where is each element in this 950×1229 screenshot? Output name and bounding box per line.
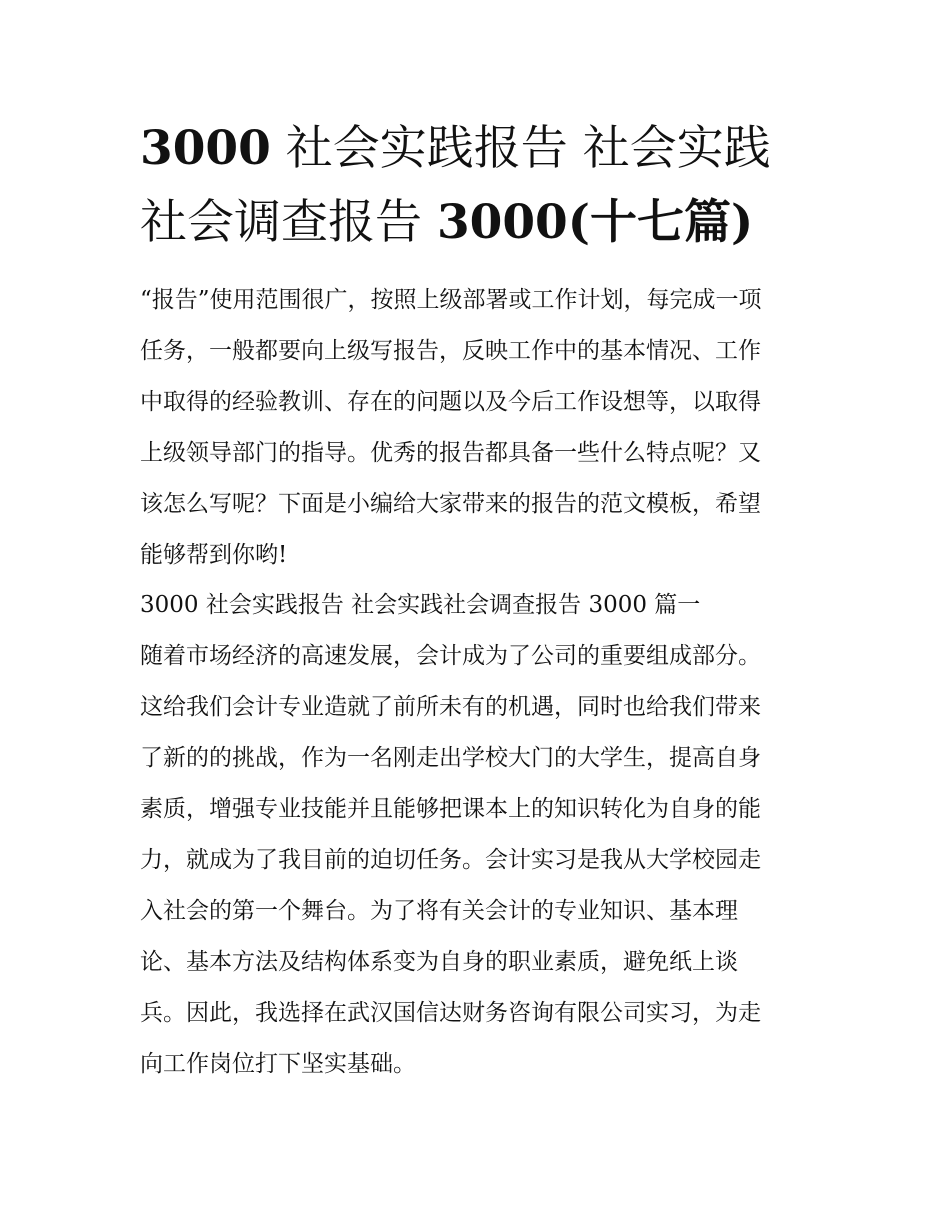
section-line: 向工作岗位打下坚实基础。 — [140, 1051, 416, 1077]
section-line: 兵。因此，我选择在武汉国信达财务咨询有限公司实习，为走 — [140, 1000, 761, 1026]
intro-line: 上级领导部门的指导。优秀的报告都具备一些什么特点呢？又 — [140, 440, 761, 466]
intro-line: 中取得的经验教训、存在的问题以及今后工作设想等，以取得 — [140, 389, 761, 415]
section-line: 素质，增强专业技能并且能够把课本上的知识转化为自身的能 — [140, 796, 761, 822]
intro-line: 该怎么写呢？下面是小编给大家带来的报告的范文模板，希望 — [140, 491, 761, 517]
section-line: 了新的的挑战，作为一名刚走出学校大门的大学生，提高自身 — [140, 745, 761, 771]
section-line: 力，就成为了我目前的迫切任务。会计实习是我从大学校园走 — [140, 847, 761, 873]
intro-line: 能够帮到你哟! — [140, 542, 288, 568]
section-line: 这给我们会计专业造就了前所未有的机遇，同时也给我们带来 — [140, 694, 761, 720]
title-line-1: 3000 社会实践报告 社会实践 — [140, 121, 771, 176]
section-line: 论、基本方法及结构体系变为自身的职业素质，避免纸上谈 — [140, 949, 738, 975]
section-line: 随着市场经济的高速发展，会计成为了公司的重要组成部分。 — [140, 643, 761, 669]
intro-line: 任务，一般都要向上级写报告，反映工作中的基本情况、工作 — [140, 338, 761, 364]
section-heading: 3000 社会实践报告 社会实践社会调查报告 3000 篇一 — [140, 592, 701, 618]
title-line-2: 社会调查报告 3000(十七篇) — [140, 195, 754, 250]
intro-line: “报告”使用范围很广，按照上级部署或工作计划，每完成一项 — [140, 287, 762, 313]
section-line: 入社会的第一个舞台。为了将有关会计的专业知识、基本理 — [140, 898, 738, 924]
document-title — [140, 112, 820, 260]
